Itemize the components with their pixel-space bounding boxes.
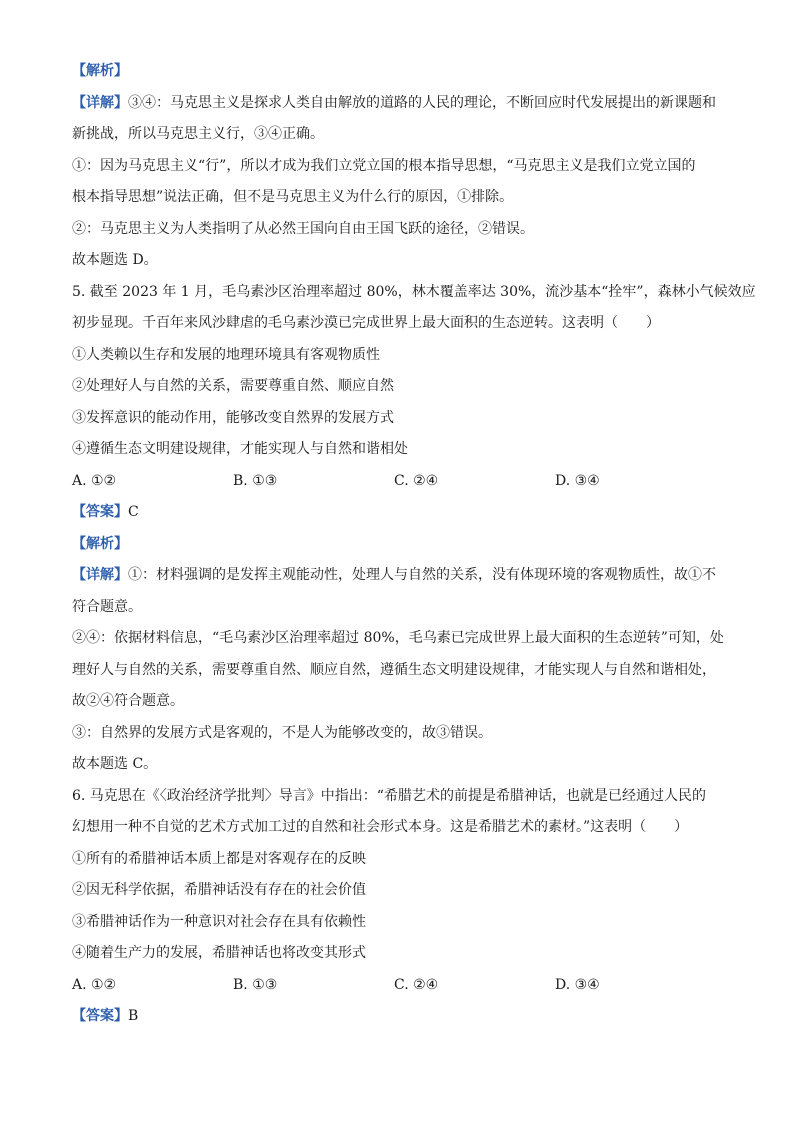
conclusion-line: 故本题选 D。 — [72, 252, 158, 268]
option-b: B. ①③ — [233, 472, 278, 489]
question-statement: ①人类赖以生存和发展的地理环境具有客观物质性 — [72, 346, 380, 363]
option-c: C. ②④ — [394, 472, 439, 489]
question-statement: ④遵循生态文明建设规律，才能实现人与自然和谐相处 — [72, 441, 408, 457]
option-d: D. ③④ — [555, 976, 600, 993]
conclusion-line: 故本题选 C。 — [72, 756, 158, 772]
document-page — [72, 62, 756, 1039]
option-a: A. ①② — [72, 472, 117, 489]
option-b: B. ①③ — [233, 976, 278, 993]
explanation-line: ③：自然界的发展方式是客观的，不是人为能够改变的，故③错误。 — [72, 724, 492, 741]
analysis-label: 【解析】 — [72, 535, 128, 552]
answer-options — [72, 472, 724, 490]
question-statement: ②处理好人与自然的关系，需要尊重自然、顺应自然 — [72, 378, 394, 394]
answer-label: 【答案】 — [72, 1008, 128, 1024]
explanation-line: ①：因为马克思主义“行”，所以才成为我们立党立国的根本指导思想，“马克思主义是我们立党立国的 — [72, 157, 696, 174]
detail-label: 【详解】 — [72, 94, 128, 111]
analysis-heading — [72, 535, 724, 553]
detail-text: ①：材料强调的是发挥主观能动性，处理人与自然的关系，没有体现环境的客观物质性，故①不 — [128, 567, 716, 583]
question-stem: 6. 马克思在《〈政治经济学批判〉导言》中指出：“希腊艺术的前提是希腊神话，也就是已经通过人民的 — [72, 787, 706, 804]
question-statement: ①所有的希腊神话本质上都是对客观存在的反映 — [72, 850, 366, 867]
answer-label: 【答案】 — [72, 504, 128, 520]
explanation-line: ②④：依据材料信息，“毛乌素沙区治理率超过 80%，毛乌素已完成世界上最大面积的生态逆转”可知，处 — [72, 630, 724, 646]
explanation-line: ②：马克思主义为人类指明了从必然王国向自由王国飞跃的途径，②错误。 — [72, 220, 534, 237]
analysis-label: 【解析】 — [72, 63, 128, 79]
explanation-line: 根本指导思想”说法正确，但不是马克思主义为什么行的原因，①排除。 — [72, 189, 514, 205]
question-stem: 5. 截至 2023 年 1 月，毛乌素沙区治理率超过 80%，林木覆盖率达 30%，流沙基本“拴牢”，森林小气候效应 — [72, 283, 756, 300]
analysis-heading — [72, 62, 724, 80]
answer-line — [72, 1007, 724, 1025]
question-statement: ③希腊神话作为一种意识对社会存在具有依赖性 — [72, 913, 366, 930]
explanation-line: 故②④符合题意。 — [72, 693, 184, 709]
detail-line: 新挑战，所以马克思主义行，③④正确。 — [72, 126, 324, 142]
question-statement: ②因无科学依据，希腊神话没有存在的社会价值 — [72, 882, 366, 898]
explanation-line: 理好人与自然的关系，需要尊重自然、顺应自然，遵循生态文明建设规律，才能实现人与自然和谐相处， — [72, 661, 716, 678]
detail-label: 【详解】 — [72, 567, 128, 583]
detail-line: 符合题意。 — [72, 598, 142, 615]
answer-value: C — [128, 504, 139, 520]
question-statement: ④随着生产力的发展，希腊神话也将改变其形式 — [72, 945, 366, 961]
answer-options — [72, 976, 724, 994]
detail-line — [72, 94, 724, 112]
option-c: C. ②④ — [394, 976, 439, 993]
question-statement: ③发挥意识的能动作用，能够改变自然界的发展方式 — [72, 409, 394, 426]
detail-line — [72, 566, 724, 584]
detail-text: ③④：马克思主义是探求人类自由解放的道路的人民的理论，不断回应时代发展提出的新课题和 — [128, 94, 716, 111]
option-d: D. ③④ — [555, 472, 600, 489]
question-stem: 幻想用一种不自觉的艺术方式加工过的自然和社会形式本身。这是希腊艺术的素材。”这表明（ ） — [72, 819, 689, 835]
question-stem: 初步显现。千百年来风沙肆虐的毛乌素沙漠已完成世界上最大面积的生态逆转。这表明（ ） — [72, 315, 660, 331]
answer-value: B — [128, 1008, 139, 1024]
option-a: A. ①② — [72, 976, 117, 993]
answer-line — [72, 503, 724, 521]
